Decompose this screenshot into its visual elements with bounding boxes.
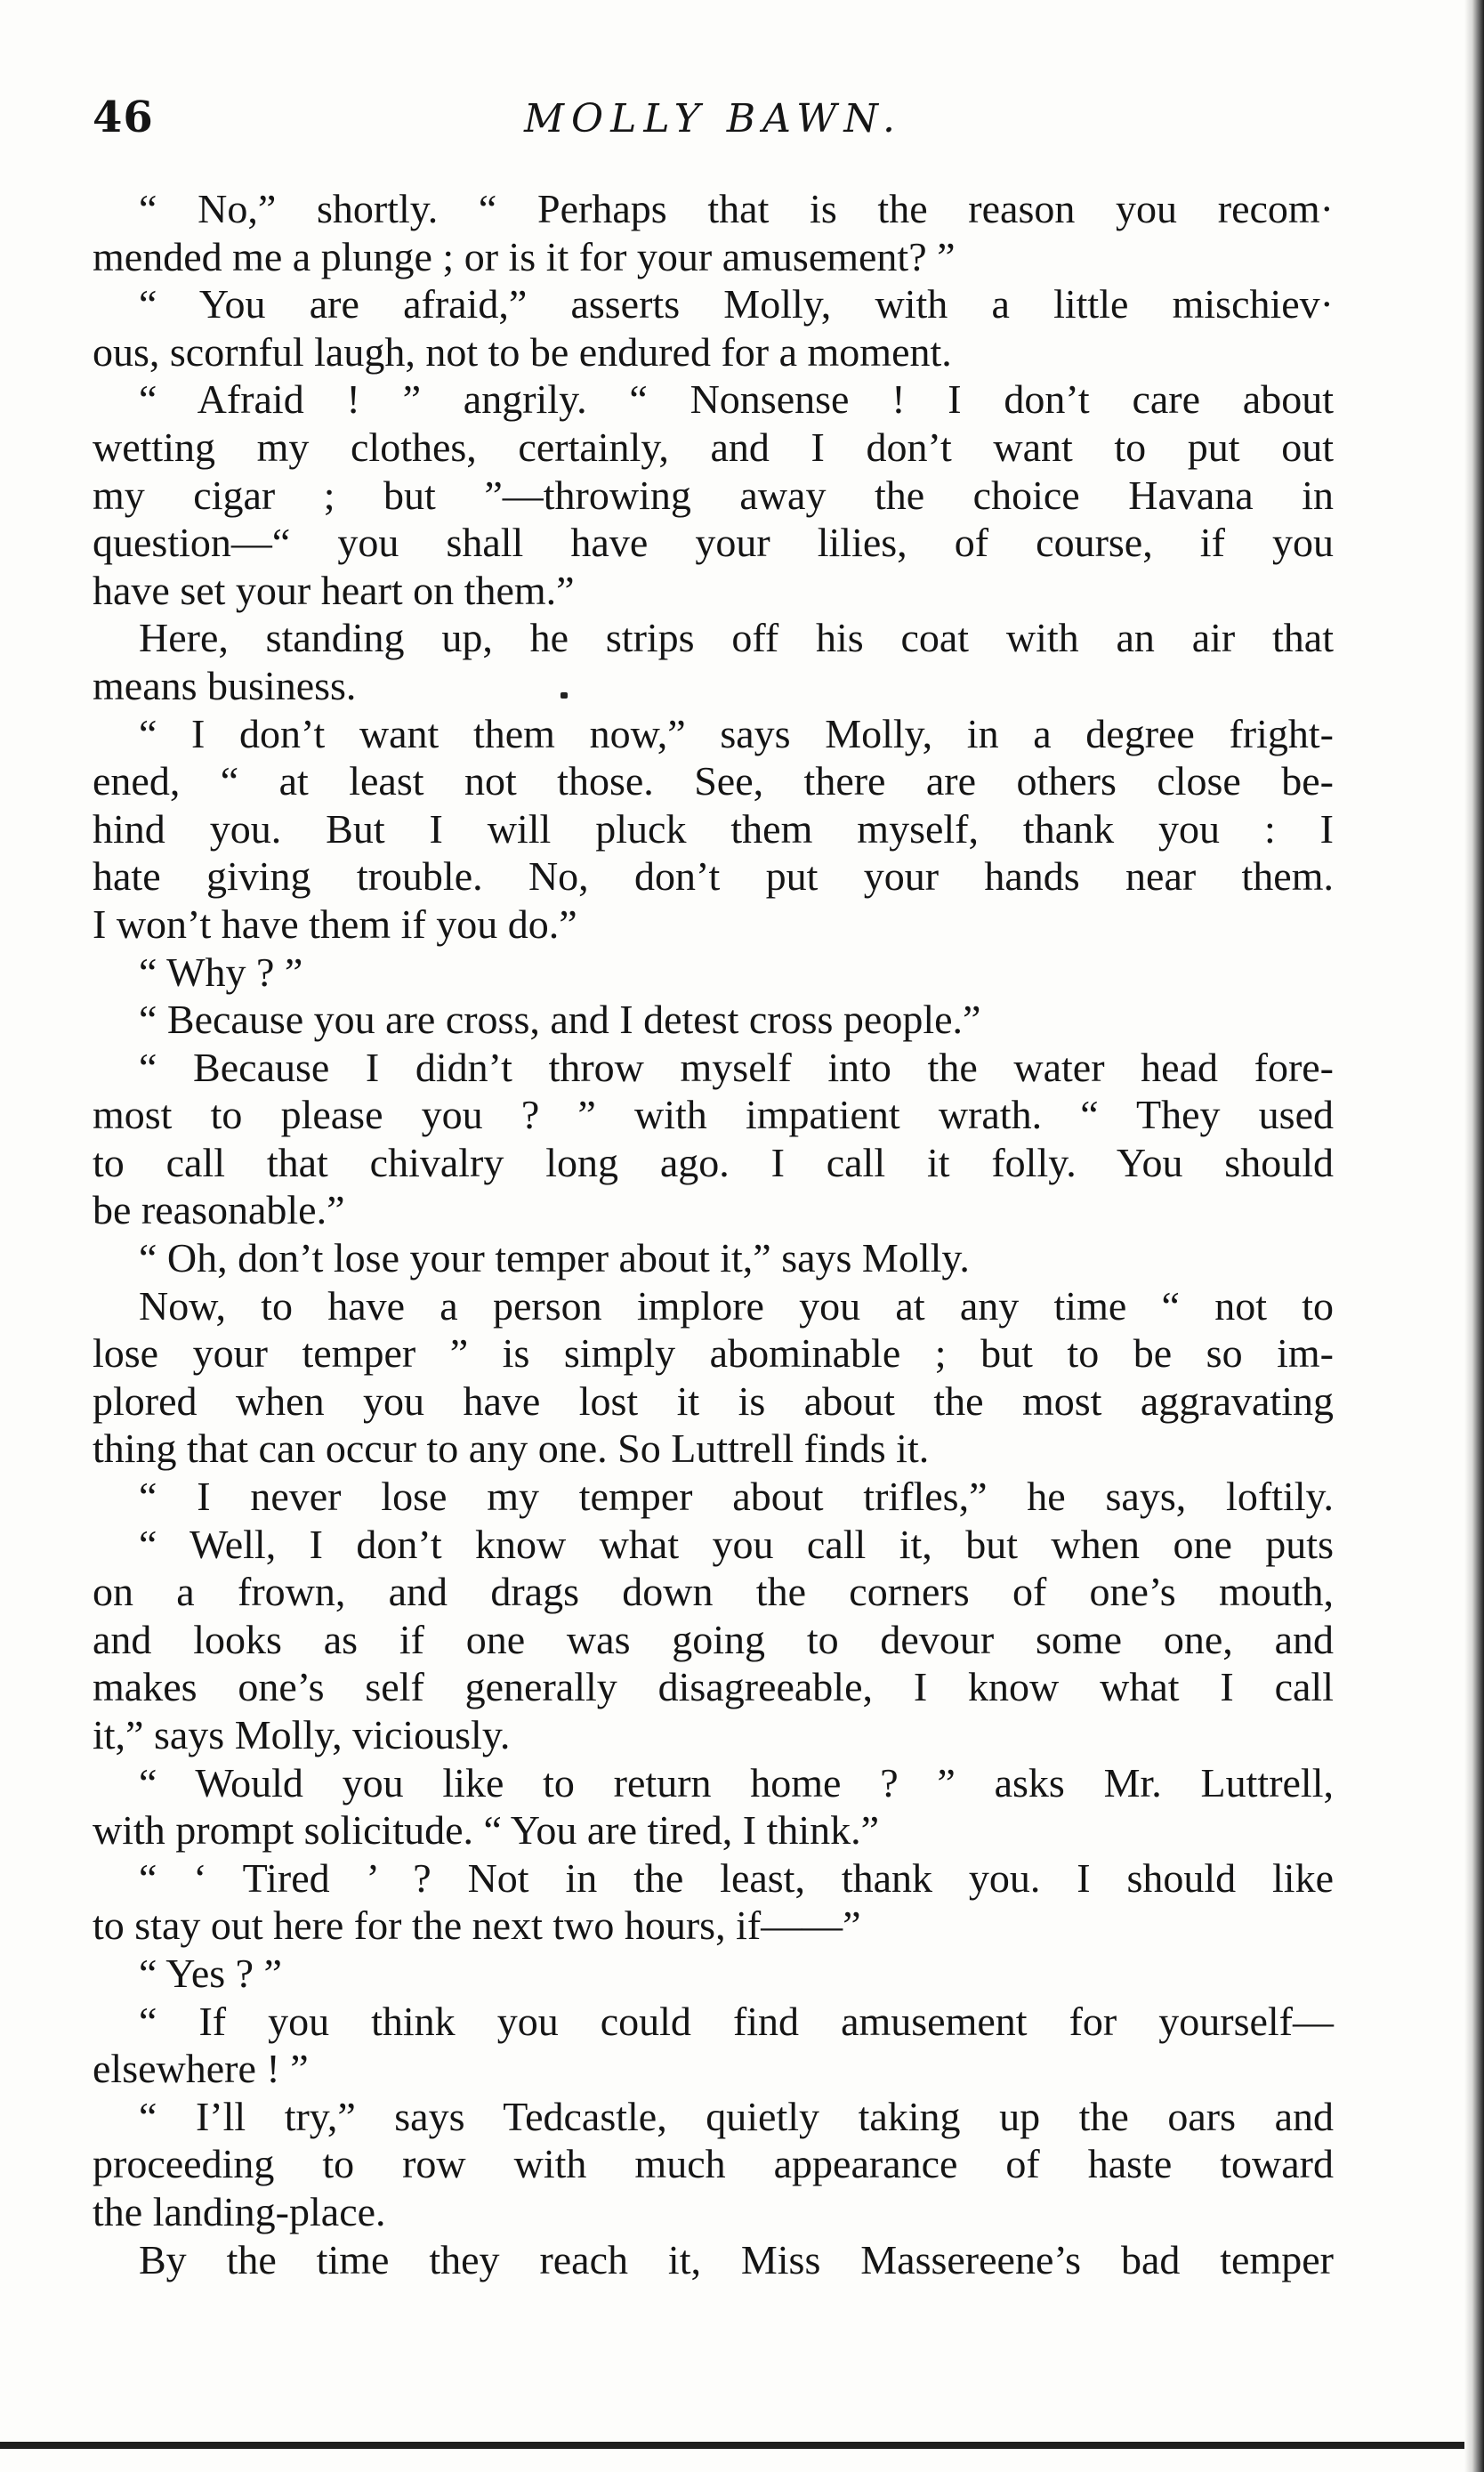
text-line: hate giving trouble. No, don’t put your hands near them. xyxy=(93,853,1334,900)
ink-speck xyxy=(561,692,568,699)
text-line: “ Well, I don’t know what you call it, but when one puts xyxy=(139,1521,1334,1567)
text-line: have set your heart on them.” xyxy=(93,567,575,613)
text-line: “ I’ll try,” says Tedcastle, quietly taking up the oars and xyxy=(139,2093,1334,2139)
text-line: question—“ you shall have your lilies, of course, if you xyxy=(93,520,1334,566)
text-line: to stay out here for the next two hours, if——” xyxy=(93,1902,861,1949)
text-line: “ ‘ Tired ’ ? Not in the least, thank you. I should like xyxy=(139,1854,1334,1901)
running-title: MOLLY BAWN. xyxy=(523,96,902,141)
text-line: means business. xyxy=(93,662,357,708)
text-line: wetting my clothes, certainly, and I don’t want to put out xyxy=(93,424,1334,470)
text-line: plored when you have lost it is about the most aggravating xyxy=(93,1377,1334,1424)
text-line: By the time they reach it, Miss Massereene’s bad temper xyxy=(139,2236,1334,2282)
page-binding-edge xyxy=(1464,0,1484,2472)
text-line: thing that can occur to any one. So Luttrell finds it. xyxy=(93,1426,930,1472)
text-line: “ Afraid ! ” angrily. “ Nonsense ! I don’t care about xyxy=(139,376,1334,423)
page-edge-rule xyxy=(0,2442,1484,2449)
text-line: ened, “ at least not those. See, there are others close be- xyxy=(93,758,1334,804)
text-line: on a frown, and drags down the corners of one’s mouth, xyxy=(93,1569,1334,1615)
text-line: Here, standing up, he strips off his coat with an air that xyxy=(139,615,1334,661)
text-line: “ If you think you could find amusement for yourself— xyxy=(139,1998,1334,2044)
text-line: be reasonable.” xyxy=(93,1187,345,1233)
text-line: “ Oh, don’t lose your temper about it,” says Molly. xyxy=(139,1235,970,1281)
text-line: “ Because I didn’t throw myself into the water head fore- xyxy=(139,1044,1334,1090)
text-line: Now, to have a person implore you at any time “ not to xyxy=(139,1282,1334,1329)
text-line: and looks as if one was going to devour some one, and xyxy=(93,1616,1334,1662)
text-line: “ Why ? ” xyxy=(139,949,303,995)
text-line: the landing-place. xyxy=(93,2188,386,2234)
text-line: hind you. But I will pluck them myself, thank you : I xyxy=(93,805,1334,852)
text-line: proceeding to row with much appearance of haste toward xyxy=(93,2141,1334,2187)
text-line: ous, scornful laugh, not to be endured for a moment. xyxy=(93,328,952,375)
text-line: to call that chivalry long ago. I call it folly. You should xyxy=(93,1139,1334,1185)
text-line: “ I don’t want them now,” says Molly, in a degree fright- xyxy=(139,710,1334,756)
text-line: most to please you ? ” with impatient wrath. “ They used xyxy=(93,1092,1334,1138)
text-line: my cigar ; but ”—throwing away the choice Havana in xyxy=(93,472,1334,518)
text-line: with prompt solicitude. “ You are tired, I think.” xyxy=(93,1807,880,1854)
text-line: it,” says Molly, viciously. xyxy=(93,1712,511,1757)
running-head xyxy=(93,93,1334,149)
text-line: makes one’s self generally disagreeable, I know what I call xyxy=(93,1664,1334,1710)
text-line: “ Because you are cross, and I detest cross people.” xyxy=(139,997,981,1043)
text-line: I won’t have them if you do.” xyxy=(93,901,577,947)
text-line: mended me a plunge ; or is it for your amusement? ” xyxy=(93,233,956,279)
text-line: “ Would you like to return home ? ” asks Mr. Luttrell, xyxy=(139,1759,1334,1806)
text-line: “ No,” shortly. “ Perhaps that is the reason you recom· xyxy=(139,186,1334,231)
page-number: 46 xyxy=(93,93,154,142)
text-line: “ Yes ? ” xyxy=(139,1950,282,1996)
text-line: “ You are afraid,” asserts Molly, with a little mischiev· xyxy=(139,281,1334,327)
text-line: “ I never lose my temper about trifles,” he says, loftily. xyxy=(139,1474,1334,1520)
body-text xyxy=(93,185,1334,2283)
text-line: lose your temper ” is simply abominable ; but to be so im- xyxy=(93,1330,1334,1377)
text-line: elsewhere ! ” xyxy=(93,2046,309,2092)
